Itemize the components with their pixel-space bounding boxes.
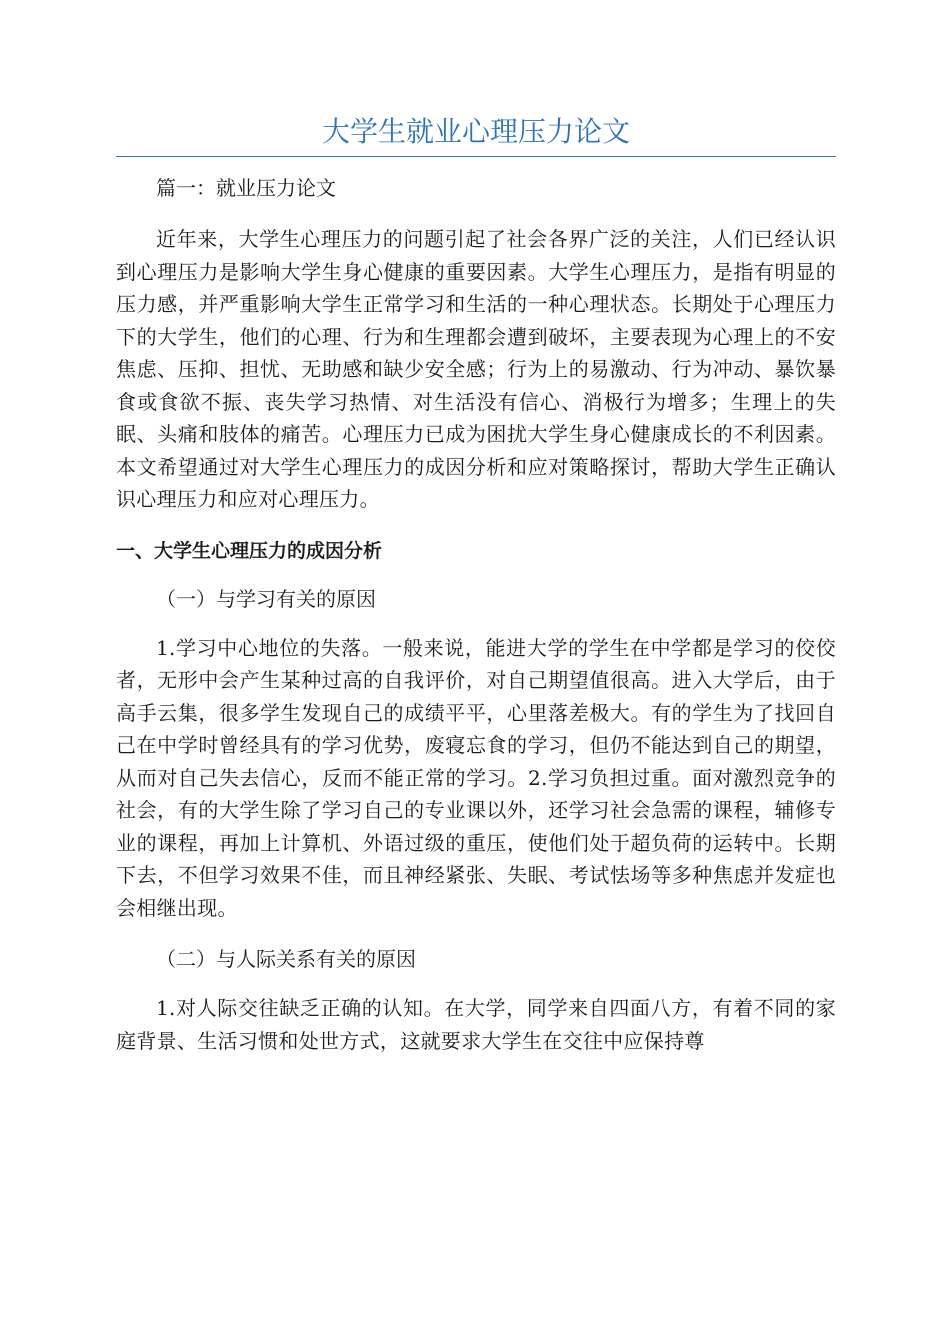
- part-label: 篇一：就业压力论文: [156, 176, 336, 200]
- section-heading-causes: 一、大学生心理压力的成因分析: [116, 539, 383, 562]
- subsection-heading-study: （一）与学习有关的原因: [156, 586, 376, 611]
- subsection-heading-relationships: （二）与人际关系有关的原因: [156, 947, 416, 971]
- document-title: 大学生就业心理压力论文: [321, 115, 630, 148]
- document-page: [116, 110, 836, 1057]
- relationship-causes-paragraph: 1.对人际交往缺乏正确的认知。在大学，同学来自四面八方，有着不同的家庭背景、生活习惯和处世方式，这就要求大学生在交往中应保持尊: [116, 996, 836, 1053]
- intro-paragraph: 近年来，大学生心理压力的问题引起了社会各界广泛的关注，人们已经认识到心理压力是影响大学生身心健康的重要因素。大学生心理压力，是指有明显的压力感，并严重影响大学生正常学习和生活的一种心理状态。长期处于心理压力下的大学生，他们的心理、行为和生理都会遭到破坏，主要表现为心理上的不安焦虑、压抑、担忧、无助感和缺少安全感；行为上的易激动、行为冲动、暴饮暴食或食欲不振、丧失学习热情、对生活没有信心、消极行为增多；生理上的失眠、头痛和肢体的痛苦。心理压力已成为困扰大学生身心健康成长的不利因素。本文希望通过对大学生心理压力的成因分析和应对策略探讨，帮助大学生正确认识心理压力和应对心理压力。: [116, 227, 836, 511]
- title-underline: [116, 156, 836, 157]
- study-causes-paragraph: 1.学习中心地位的失落。一般来说，能进大学的学生在中学都是学习的佼佼者，无形中会产生某种过高的自我评价，对自己期望值很高。进入大学后，由于高手云集，很多学生发现自己的成绩平平，心里落差极大。有的学生为了找回自己在中学时曾经具有的学习优势，废寝忘食的学习，但仍不能达到自己的期望，从而对自己失去信心，反而不能正常的学习。2.学习负担过重。面对激烈竞争的社会，有的大学生除了学习自己的专业课以外，还学习社会急需的课程，辅修专业的课程，再加上计算机、外语过级的重压，使他们处于超负荷的运转中。长期下去，不但学习效果不佳，而且神经紧张、失眠、考试怯场等多种焦虑并发症也会相继出现。: [116, 635, 836, 920]
